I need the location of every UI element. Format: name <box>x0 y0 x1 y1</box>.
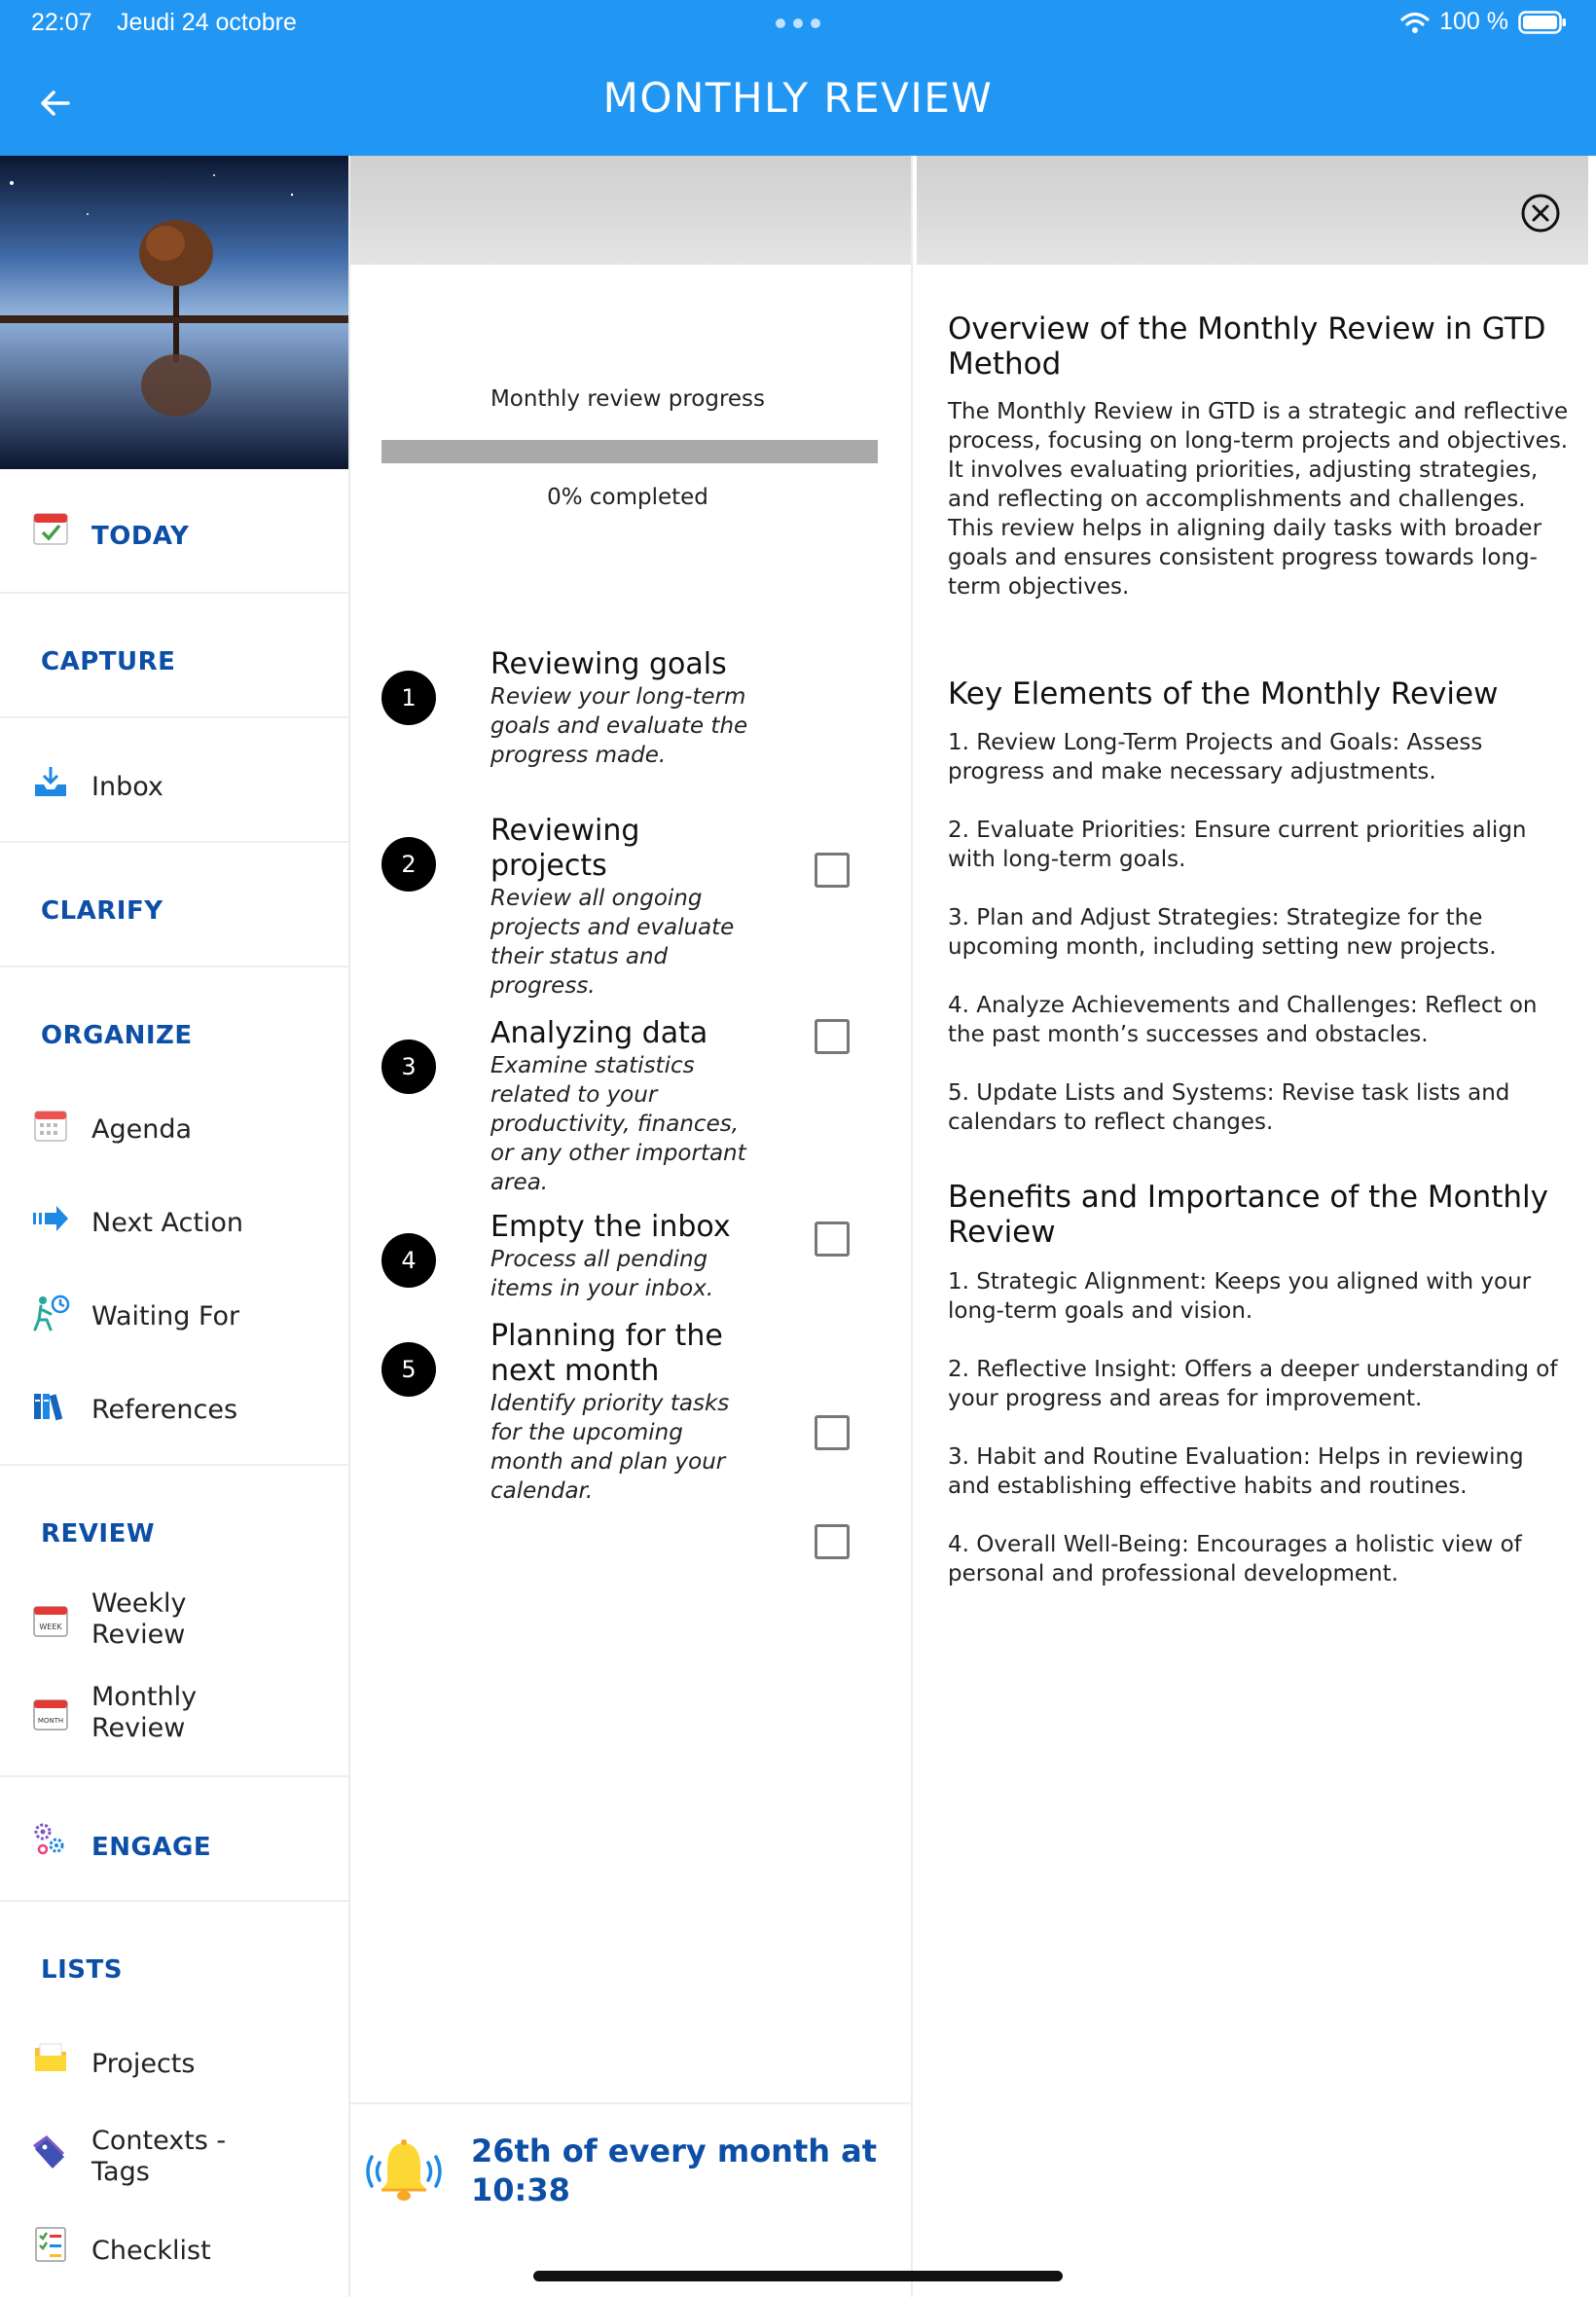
gears-icon <box>31 1820 70 1859</box>
reminder-schedule-text[interactable]: 26th of every month at 10:38 <box>471 2133 878 2208</box>
step-description: Review your long-term goals and evaluate the progress made. <box>490 684 748 768</box>
reminder-row[interactable] <box>362 2132 907 2219</box>
calendar-week-icon-text: WEEK <box>39 1622 62 1631</box>
sidebar-item-agenda[interactable]: Agenda <box>91 1114 193 1145</box>
sidebar-item-monthly-review-line1[interactable]: Monthly <box>91 1682 198 1712</box>
sidebar-section-clarify[interactable]: CLARIFY <box>41 896 163 926</box>
panel-header-band <box>917 156 1588 265</box>
page-title: MONTHLY REVIEW <box>602 74 994 122</box>
checklist-icon <box>31 2225 70 2264</box>
overview-heading: Overview of the Monthly Review in GTD Method <box>948 311 1546 382</box>
sidebar-divider <box>0 1464 348 1466</box>
calendar-week-icon <box>31 1601 70 1640</box>
wifi-icon <box>1400 11 1430 34</box>
waiting-person-icon <box>31 1293 70 1331</box>
step-checkbox[interactable] <box>815 853 850 888</box>
sidebar-item-references[interactable]: References <box>91 1395 238 1425</box>
progress-label: Monthly review progress <box>490 386 766 412</box>
sidebar-divider <box>0 966 348 967</box>
calendar-month-icon <box>31 1695 70 1733</box>
key-element-item: 5. Update Lists and Systems: Revise task lists and calendars to reflect changes. <box>948 1080 1510 1135</box>
sidebar-section-capture[interactable]: CAPTURE <box>41 647 176 676</box>
sidebar-item-monthly-review-line2[interactable]: Review <box>91 1713 186 1743</box>
step-number: 1 <box>381 671 436 725</box>
monthly-review-info-panel <box>915 156 1596 2297</box>
sidebar-section-organize: ORGANIZE <box>41 1021 193 1050</box>
folder-icon <box>31 2038 70 2077</box>
step-number: 2 <box>381 837 436 892</box>
reminder-divider <box>350 2102 913 2104</box>
step-title: Planning for the next month <box>490 1319 723 1388</box>
sidebar-item-projects[interactable]: Projects <box>91 2049 196 2079</box>
step-description: Review all ongoing projects and evaluate their status and progress. <box>490 886 735 999</box>
tags-icon <box>31 2132 70 2170</box>
overview-text: The Monthly Review in GTD is a strategic and reflective process, focusing on long-term projects and objectives. It involves evaluating priorities, adjusting strategies, and reflecting on accomplishments and challenges. This review helps in aligning daily tasks with broader goals and ensures consistent progress towards long-term objectives. <box>948 399 1569 600</box>
calendar-month-icon-text: MONTH <box>37 1717 64 1725</box>
key-element-item: 4. Analyze Achievements and Challenges: Reflect on the past month’s successes and obstacles. <box>948 993 1538 1047</box>
step-checkbox[interactable] <box>815 1415 850 1450</box>
sidebar-divider <box>0 841 348 843</box>
sidebar-item-waiting-for[interactable]: Waiting For <box>91 1301 240 1331</box>
sidebar-divider <box>0 716 348 718</box>
step-number: 5 <box>381 1342 436 1397</box>
arrow-right-icon <box>31 1199 70 1238</box>
benefit-item: 2. Reflective Insight: Offers a deeper understanding of your progress and areas for improvement. <box>948 1357 1558 1411</box>
sidebar-section-review: REVIEW <box>41 1519 156 1549</box>
sidebar <box>0 156 350 2297</box>
step-checkbox[interactable] <box>815 1221 850 1257</box>
sidebar-divider <box>0 1775 348 1777</box>
sidebar-item-weekly-review-line2[interactable]: Review <box>91 1620 186 1650</box>
sidebar-item-contexts-tags-line2[interactable]: Tags <box>91 2157 150 2187</box>
battery-icon <box>1518 11 1567 34</box>
home-indicator[interactable] <box>533 2271 1063 2281</box>
calendar-check-icon <box>31 508 70 547</box>
benefits-heading: Benefits and Importance of the Monthly Review <box>948 1180 1549 1250</box>
status-right <box>1400 8 1567 36</box>
step-description: Identify priority tasks for the upcoming month and plan your calendar. <box>490 1391 730 1504</box>
benefit-item: 3. Habit and Routine Evaluation: Helps in reviewing and establishing effective habits and routines. <box>948 1444 1524 1499</box>
step-checkbox[interactable] <box>815 1019 850 1054</box>
sidebar-item-checklist[interactable]: Checklist <box>91 2236 211 2266</box>
calendar-icon <box>31 1106 70 1145</box>
sidebar-item-contexts-tags-line1[interactable]: Contexts - <box>91 2126 227 2156</box>
key-element-item: 2. Evaluate Priorities: Ensure current priorities align with long-term goals. <box>948 818 1527 872</box>
step-title: Analyzing data <box>490 1016 708 1050</box>
sidebar-divider <box>0 592 348 594</box>
sidebar-section-lists: LISTS <box>41 1955 123 1985</box>
progress-bar <box>381 440 878 463</box>
progress-percent-text: 0% completed <box>547 485 708 510</box>
sidebar-item-today[interactable]: TODAY <box>91 522 190 551</box>
step-number: 4 <box>381 1233 436 1288</box>
books-icon <box>31 1386 70 1425</box>
multitasking-dots-icon[interactable] <box>776 18 820 28</box>
panel-header-band <box>350 156 911 265</box>
step-description: Process all pending items in your inbox. <box>490 1247 714 1301</box>
status-date: Jeudi 24 octobre <box>117 9 297 36</box>
battery-percent: 100 % <box>1439 8 1508 35</box>
step-number: 3 <box>381 1039 436 1094</box>
sidebar-item-weekly-review-line1[interactable]: Weekly <box>91 1588 187 1619</box>
key-element-item: 3. Plan and Adjust Strategies: Strategize for the upcoming month, including setting new projects. <box>948 905 1497 960</box>
sidebar-header-image <box>0 156 348 469</box>
review-steps-panel <box>350 156 913 2297</box>
step-title: Reviewing goals <box>490 647 727 681</box>
close-button[interactable] <box>1518 191 1563 236</box>
close-circle-icon <box>1518 191 1563 236</box>
inbox-tray-icon <box>31 763 70 802</box>
sidebar-item-next-action[interactable]: Next Action <box>91 1208 244 1238</box>
key-element-item: 1. Review Long-Term Projects and Goals: Assess progress and make necessary adjustments. <box>948 730 1483 784</box>
bell-ringing-icon <box>362 2137 446 2206</box>
benefit-item: 1. Strategic Alignment: Keeps you aligned with your long-term goals and vision. <box>948 1269 1532 1324</box>
status-time: 22:07 <box>31 9 92 36</box>
sidebar-item-inbox[interactable]: Inbox <box>91 772 163 802</box>
benefit-item: 4. Overall Well-Being: Encourages a holistic view of personal and professional development. <box>948 1532 1522 1586</box>
step-title: Reviewing projects <box>490 814 640 883</box>
app-header <box>0 0 1596 156</box>
sidebar-divider <box>0 1900 348 1902</box>
step-checkbox[interactable] <box>815 1524 850 1559</box>
step-title: Empty the inbox <box>490 1210 731 1244</box>
sidebar-item-engage[interactable]: ENGAGE <box>91 1833 212 1862</box>
key-elements-heading: Key Elements of the Monthly Review <box>948 676 1499 711</box>
step-description: Examine statistics related to your productivity, finances, or any other important area. <box>490 1053 746 1195</box>
